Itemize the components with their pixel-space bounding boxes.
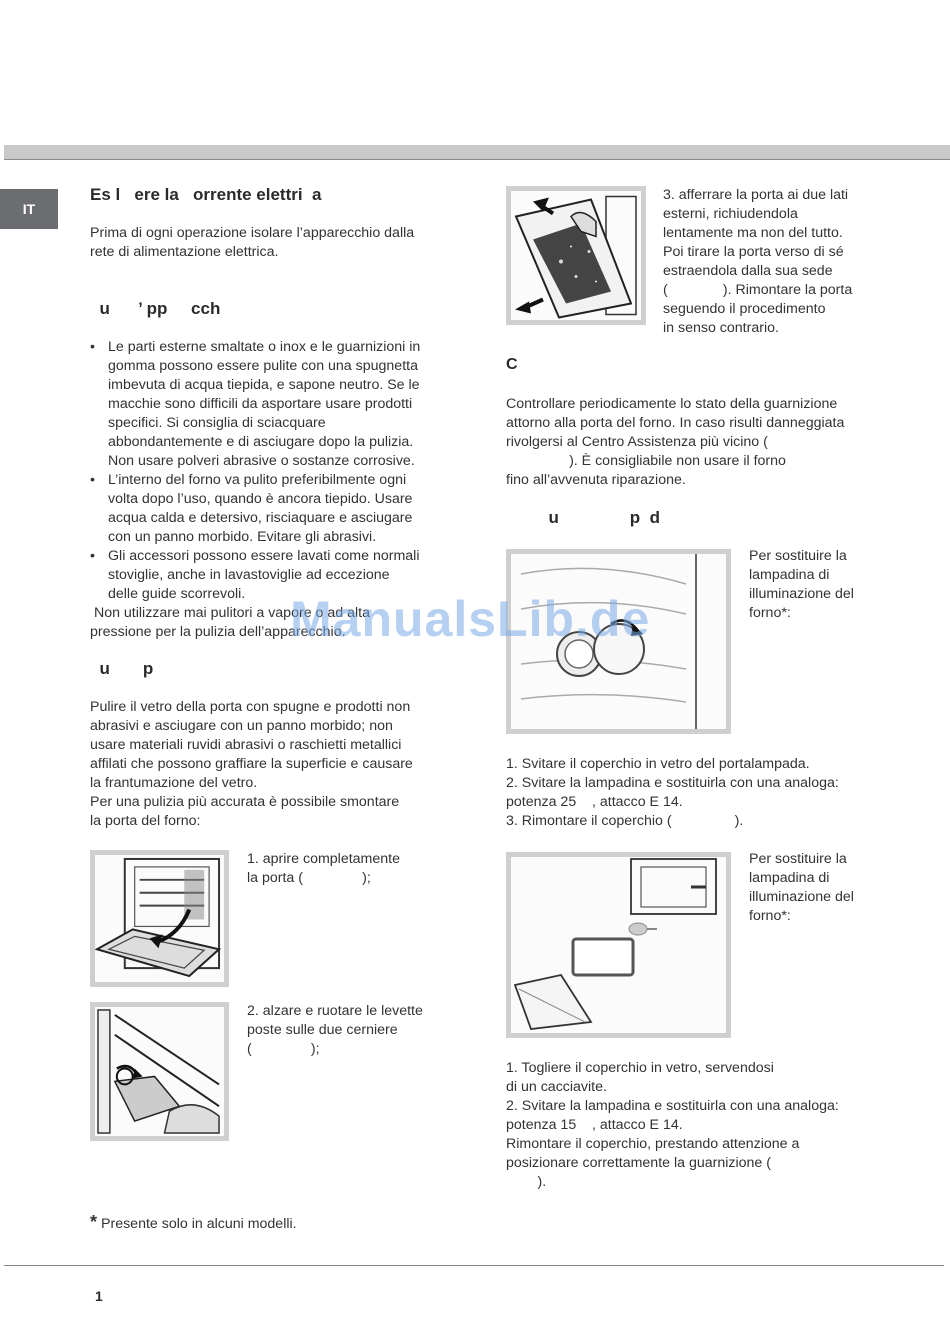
text-line: stoviglie, anche in lavastoviglie ad eccezione (108, 567, 390, 583)
page-number: 1 (95, 1288, 103, 1304)
lamp1-caption (749, 547, 889, 623)
text-line: Controllare periodicamente lo stato della guarnizione (506, 396, 838, 412)
text-line: estraendola dalla sua sede (663, 263, 833, 279)
text-line: 2. alzare e ruotare le levette (247, 1003, 423, 1019)
text-line: volta dopo l’uso, quando è ancora tiepido. Usare (108, 491, 413, 507)
text-line: delle guide scorrevoli. (108, 586, 246, 602)
figure-lamp-top (506, 852, 731, 1038)
text-line: gomma possono essere pulite con una spugnetta (108, 358, 418, 374)
text-line: Prima di ogni operazione isolare l’apparecchio dalla (90, 225, 415, 241)
text-line: pressione per la pulizia dell’apparecchio. (90, 624, 346, 640)
text-line: fino all’avvenuta riparazione. (506, 472, 686, 488)
text-line: • L’interno del forno va pulito preferibilmente ogni (108, 472, 407, 488)
hinge-illustration (95, 1007, 224, 1136)
text-line: ( ). Rimontare la porta (663, 282, 853, 298)
open-door-illustration (95, 855, 224, 982)
figure-remove-door (506, 186, 646, 325)
text-line: rivolgersi al Centro Assistenza più vicino ( (506, 434, 768, 450)
remove-door-illustration (511, 191, 641, 320)
text-line: abbondantemente e di asciugare dopo la pulizia. (108, 434, 414, 450)
text-line: 3. Rimontare il coperchio ( ). (506, 813, 744, 829)
text-line: • Le parti esterne smaltate o inox e le guarnizioni in (108, 339, 421, 355)
step3-text (663, 186, 893, 338)
section-body-door (90, 698, 470, 831)
text-line: lampadina di (749, 567, 830, 583)
text-line: posizionare correttamente la guarnizione ( (506, 1155, 771, 1171)
text-line: Pulire il vetro della porta con spugne e prodotti non (90, 699, 411, 715)
text-line: la porta del forno: (90, 813, 201, 829)
text-line: • Gli accessori possono essere lavati come normali (108, 548, 420, 564)
text-line: Non usare polveri abrasive o sostanze corrosive. (108, 453, 415, 469)
text-line: usare materiali ruvidi abrasivi o raschietti metallici (90, 737, 402, 753)
section-title-gasket: C (506, 356, 518, 373)
text-line: rete di alimentazione elettrica. (90, 244, 279, 260)
section-title-disconnect: Es l ere la orrente elettri a (90, 185, 322, 204)
top-lamp-illustration (511, 857, 726, 1033)
text-line: la frantumazione del vetro. (90, 775, 258, 791)
text-line: Per una pulizia più accurata è possibile smontare (90, 794, 400, 810)
section-title-cleaning: u ’ pp cch (90, 299, 221, 318)
text-line: poste sulle due cerniere (247, 1022, 398, 1038)
text-line: ( ); (247, 1041, 320, 1057)
text-line: lentamente ma non del tutto. (663, 225, 843, 241)
text-line: seguendo il procedimento (663, 301, 826, 317)
text-line: ). (506, 1174, 547, 1190)
footnote-text: Presente solo in alcuni modelli. (101, 1216, 297, 1232)
section-title-lamp: u p d (506, 508, 660, 527)
text-line: specifici. Si consiglia di sciacquare (108, 415, 326, 431)
text-line: 1. aprire completamente (247, 851, 400, 867)
text-line: attorno alla porta del forno. In caso risulti danneggiata (506, 415, 845, 431)
text-line: di un cacciavite. (506, 1079, 607, 1095)
text-line: potenza 15 , attacco E 14. (506, 1117, 683, 1133)
step2-text (247, 1002, 467, 1059)
section-title-door: u p (90, 659, 154, 678)
text-line: 3. afferrare la porta ai due lati (663, 187, 849, 203)
text-line: ). È consigliabile non usare il forno (506, 453, 786, 469)
text-line: Per sostituire la (749, 548, 847, 564)
cleaning-bullet-list (90, 338, 470, 604)
text-line: Per sostituire la (749, 851, 847, 867)
text-line: esterni, richiudendola (663, 206, 798, 222)
lamp2-caption (749, 850, 889, 926)
text-line: forno*: (749, 605, 791, 621)
text-line: 2. Svitare la lampadina e sostituirla con una analoga: (506, 1098, 839, 1114)
section-body-gasket (506, 395, 896, 490)
text-line: abrasivi e asciugare con un panno morbido; non (90, 718, 393, 734)
text-line: Non utilizzare mai pulitori a vapore o ad alta (90, 605, 370, 621)
language-tab[interactable]: IT (0, 189, 58, 229)
text-line: lampadina di (749, 870, 830, 886)
text-line: 1. Svitare il coperchio in vetro del portalampada. (506, 756, 810, 772)
text-line: macchie sono difficili da asportare usare prodotti (108, 396, 413, 412)
step1-text (247, 850, 467, 888)
text-line: in senso contrario. (663, 320, 779, 336)
bullet-item (90, 338, 470, 471)
header-bar (4, 145, 950, 160)
text-line: la porta ( ); (247, 870, 371, 886)
figure-hinge-levers (90, 1002, 229, 1141)
footnote-asterisk: * (90, 1212, 98, 1232)
watermark: ManualsLib.de (290, 591, 651, 647)
text-line: acqua calda e detersivo, risciaquare e asciugare (108, 510, 413, 526)
text-line: Poi tirare la porta verso di sé (663, 244, 844, 260)
section-body-disconnect (90, 224, 470, 262)
text-line: Rimontare il coperchio, prestando attenzione a (506, 1136, 800, 1152)
text-line: 1. Togliere il coperchio in vetro, servendosi (506, 1060, 774, 1076)
text-line: imbevuta di acqua tiepida, e sapone neutro. Se le (108, 377, 420, 393)
lamp1-steps (506, 755, 896, 831)
text-line: con un panno morbido. Evitare gli abrasivi. (108, 529, 377, 545)
text-line: potenza 25 , attacco E 14. (506, 794, 683, 810)
figure-open-door (90, 850, 229, 987)
lamp2-steps (506, 1059, 896, 1192)
bullet-item (90, 471, 470, 547)
text-line: affilati che possono graffiare la superficie e causare (90, 756, 413, 772)
text-line: illuminazione del (749, 586, 854, 602)
footer-divider (4, 1265, 944, 1266)
text-line: 2. Svitare la lampadina e sostituirla con una analoga: (506, 775, 839, 791)
footnote (90, 1212, 297, 1233)
text-line: forno*: (749, 908, 791, 924)
text-line: illuminazione del (749, 889, 854, 905)
